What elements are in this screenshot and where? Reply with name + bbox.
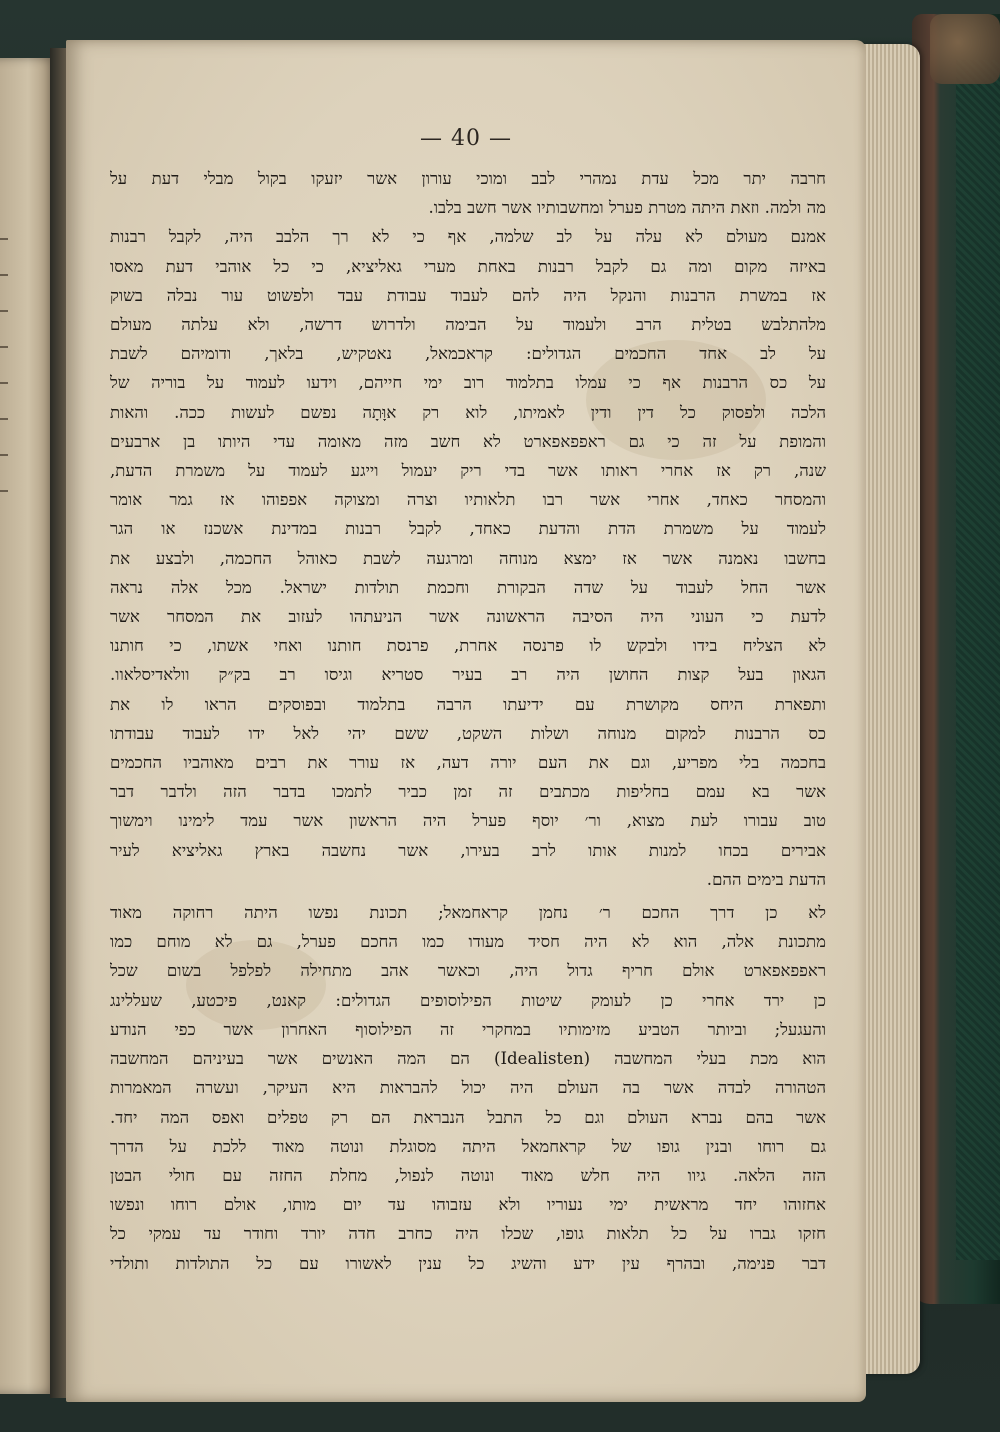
- text-line: ראפפאפארט אולם חריף גדול היה, וכאשר אהב מתחילה לפלפל בשום שכל: [110, 961, 826, 981]
- text-line: והמופת על זה כי גם ראפפאפארט לא חשב מזה מאומה עדי היותו בן ארבעים: [110, 431, 826, 451]
- text-line: על כס הרבנות אף כי עמלו בתלמוד רוב ימי חייהם, וידעו לעמוד על בוריה של: [110, 373, 826, 393]
- text-line: אשר בא עמם בחליפות מכתבים זה זמן כביר לתמכו בדבר הזה ולדבר דבר: [110, 782, 826, 802]
- paragraph: [110, 898, 826, 1278]
- text-line: כס הרבנות למקום מנוחה ושלות השקט, ששם יהי לאל ידו לעבוד עבודתו: [110, 723, 826, 743]
- text-line: בחשבו נאמנה אשר אז ימצא מנוחה ומרגעה לשבת כאוהל החכמה, ולבצע את: [110, 548, 826, 568]
- paragraph: [110, 164, 826, 222]
- text-line: מלהתלבש בטלית הרב ולעמוד על הבימה ולדרוש דרשה, ולא עלתה מעולם: [110, 315, 826, 335]
- text-line: לא כן דרך החכם ר׳ נחמן קראחמאל; תכונת נפשו היתה רחוקה מאוד: [110, 903, 826, 923]
- facing-page-text-fragments: [0, 238, 10, 526]
- text-line: הטהורה לבדה אשר בה העולם היה יכול להבראות היא העיקר, ועשרה המאמרות: [110, 1078, 826, 1098]
- text-line: מתכונת אלה, הוא לא היה חסיד מעודו כמו החכם פערל, גם לא מוחם כמו: [110, 932, 826, 952]
- text-line: על לב אחד החכמים הגדולים: קראכמאל, נאטקיש, בלאך, ודומיהם לשבת: [110, 344, 826, 364]
- text-line: והמסחר כאחד, אחרי אשר רבו תלאותיו וצרה ומצוקה אפפוהו אז גמר אומר: [110, 490, 826, 510]
- text-line: גם רוחו ובנין גופו של קראחמאל היתה מסוגלת ונוטה מאוד ללכת על הדרך: [110, 1136, 826, 1156]
- text-line: לדעת כי העוני היה הסיבה הראשונה אשר הניעתהו לעזוב את המסחר אשר: [110, 607, 826, 627]
- text-line: אחזוהו יחד מראשית ימי נעוריו ולא עזבוהו עד יום מותו, אולם רוחו ונפשו: [110, 1195, 826, 1215]
- text-line: שנה, רק אז אחרי ראותו אשר בדי ריק יעמול וייגע לעמוד על משמרת הדעת,: [110, 461, 826, 481]
- text-line: מה ולמה. וזאת היתה מטרת פערל ומחשבותיו אשר חשב בלבו.: [428, 198, 826, 218]
- body-text: [110, 164, 826, 1278]
- text-line: הוא מכת בעלי המחשבה (Idealisten) הם המה האנשים אשר בעיניהם המחשבה: [110, 1049, 826, 1069]
- text-line: אבירים בכחו למנות אותו לרב בעירו, אשר נחשבה בארץ גאליציא לעיר: [110, 840, 826, 860]
- text-line: טוב עבורו לעת מצוא, ור׳ יוסף פערל היה הראשון אשר עמד לימינו וימשוך: [110, 811, 826, 831]
- paragraph: [110, 222, 826, 894]
- cover-cloth-texture: [956, 60, 1000, 1260]
- text-line: בחכמה בלי מפריע, וגם את העם יורה דעה, אז עורר את רבים מאוהביו החכמים: [110, 753, 826, 773]
- book-page: [66, 40, 866, 1402]
- facing-page-edge: [0, 58, 56, 1394]
- text-line: לעמוד על משמרת הדת והדעת כאחד, לקבל רבנות במדינת אשכנז או הגר: [110, 519, 826, 539]
- text-line: אז במשרת הרבנות והנקל היה להם לעבוד עבודת עבד ולפשוט עור נבלה בשוק: [110, 285, 826, 305]
- page-number: — 40 —: [420, 126, 512, 151]
- text-line: ותפארת היחס מקושרת עם ידיעתו הרבה בתלמוד ובפוסקים הראו לו את: [110, 694, 826, 714]
- text-line: הדעת בימים ההם.: [706, 869, 826, 889]
- text-line: באיזה מקום ומה גם לקבל רבנות באחת מערי גאליציא, כי כל אוהבי דעת מאסו: [110, 256, 826, 276]
- text-line: הזה הלאה. גיוו היה חלש מאוד ונוטה לנפול, מחלת החזה עם חולי הבטן: [110, 1165, 826, 1185]
- text-line: והעגעל; וביותר הטביע מזימותיו במחקרי זה הפילוסוף האחרון אשר כפי הנודע: [110, 1019, 826, 1039]
- text-line: כן ירד אחרי כן לעומק שיטות הפילוסופים הגדולים: קאנט, פיכטע, שעללינג: [110, 990, 826, 1010]
- worn-cover-corner: [930, 14, 1000, 84]
- text-line: חרבה יתר מכל עדת נמהרי לבב ומוכי עורון אשר יזעקו בקול מבלי דעת על: [110, 169, 826, 188]
- text-line: דבר פנימה, ובהרף עין ידע והשיג כל ענין לאשורו עם כל התולדות ותולדי: [110, 1253, 826, 1273]
- text-line: אשר החל לעבוד על שדה הבקורת וחכמת תולדות ישראל. מכל אלה נראה: [110, 577, 826, 597]
- text-line: אמנם מעולם לא עלה על לב שלמה, אף כי לא רך הלבב היה, לקבל רבנות: [110, 227, 826, 247]
- text-line: חזקו גברו על כל תלאות גופו, שכלו היה כחרב חדה יורד וחודר עד עמקי כל: [110, 1224, 826, 1244]
- text-line: הלכה ולפסוק כל דין ודין לאמיתו, לוא רק אוָּתָה נפשם לעשות ככה. והאות: [110, 402, 826, 422]
- text-line: הגאון בעל קצות החושן היה רב בעיר סטריא וגיסו רב בק״ק וולאדיסלאוו.: [110, 665, 826, 685]
- text-line: לא הצליח בידו ולבקש לו פרנסה אחרת, פרנסת חותנו ואחי אשתו, כי חותנו: [110, 636, 826, 656]
- text-line: אשר בהם נברא העולם וגם כל התבל הנבראת הם רק טפלים ואפס המה יחד.: [110, 1107, 826, 1127]
